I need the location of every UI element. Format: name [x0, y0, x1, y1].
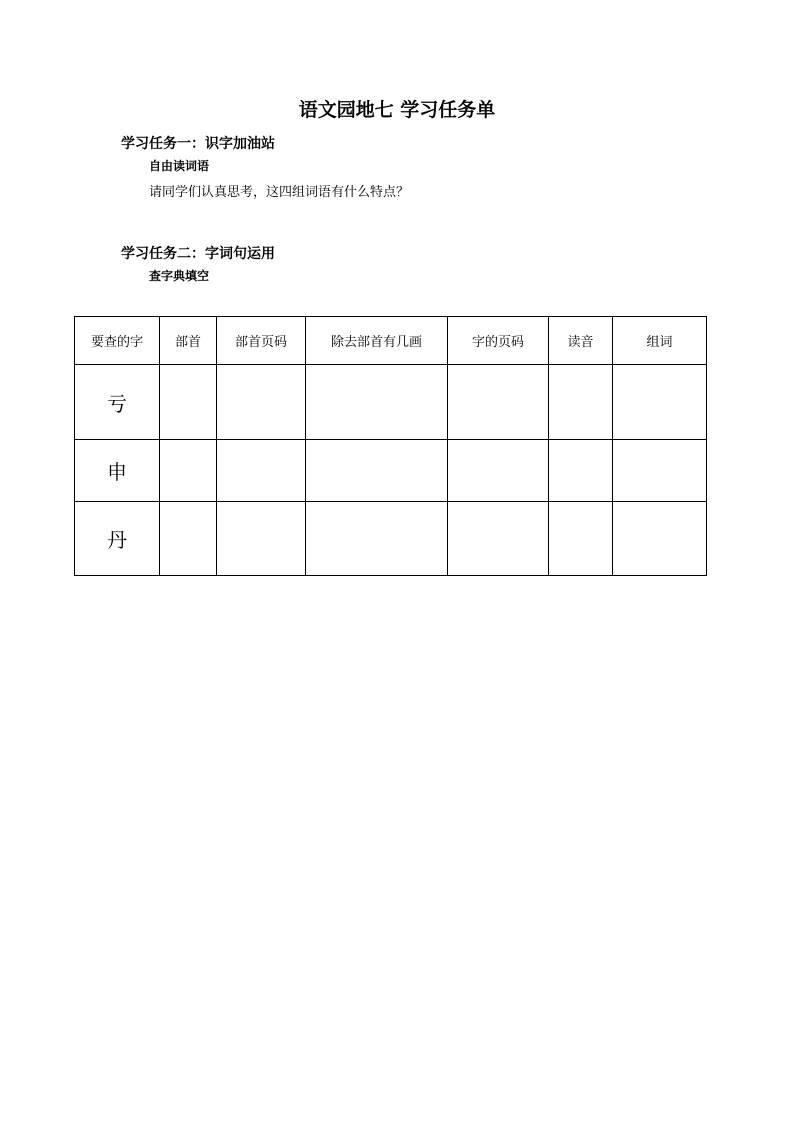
- pronunciation-cell[interactable]: [549, 365, 613, 440]
- char-page-cell[interactable]: [448, 502, 549, 576]
- page-title: 语文园地七 学习任务单: [298, 99, 496, 121]
- word-group-cell[interactable]: [613, 440, 707, 502]
- header-radical-page: 部首页码: [217, 317, 306, 365]
- header-word-group: 组词: [613, 317, 707, 365]
- task-two-subheading: 查字典填空: [149, 269, 210, 283]
- table-row: [75, 440, 707, 502]
- target-char: 丹: [75, 502, 160, 576]
- radical-cell[interactable]: [160, 365, 217, 440]
- task-one-question: 请同学们认真思考，这四组词语有什么特点？: [149, 185, 410, 200]
- header-remaining-strokes: 除去部首有几画: [306, 317, 448, 365]
- char-page-cell[interactable]: [448, 440, 549, 502]
- radical-cell[interactable]: [160, 502, 217, 576]
- target-char: 申: [75, 440, 160, 502]
- target-char: 亏: [75, 365, 160, 440]
- header-pronunciation: 读音: [549, 317, 613, 365]
- table-row: [75, 502, 707, 576]
- radical-page-cell[interactable]: [217, 365, 306, 440]
- word-group-cell[interactable]: [613, 502, 707, 576]
- char-page-cell[interactable]: [448, 365, 549, 440]
- pronunciation-cell[interactable]: [549, 440, 613, 502]
- task-one-heading: 学习任务一：识字加油站: [121, 136, 275, 152]
- table-row: [75, 365, 707, 440]
- pronunciation-cell[interactable]: [549, 502, 613, 576]
- remaining-strokes-cell[interactable]: [306, 440, 448, 502]
- header-radical: 部首: [160, 317, 217, 365]
- task-two-heading: 学习任务二：字词句运用: [121, 246, 275, 262]
- task-one-subheading: 自由读词语: [149, 159, 210, 173]
- dictionary-lookup-table: [74, 316, 707, 576]
- header-target-char: 要查的字: [75, 317, 160, 365]
- radical-page-cell[interactable]: [217, 440, 306, 502]
- radical-page-cell[interactable]: [217, 502, 306, 576]
- header-char-page: 字的页码: [448, 317, 549, 365]
- remaining-strokes-cell[interactable]: [306, 502, 448, 576]
- word-group-cell[interactable]: [613, 365, 707, 440]
- radical-cell[interactable]: [160, 440, 217, 502]
- remaining-strokes-cell[interactable]: [306, 365, 448, 440]
- table-header-row: [75, 317, 707, 365]
